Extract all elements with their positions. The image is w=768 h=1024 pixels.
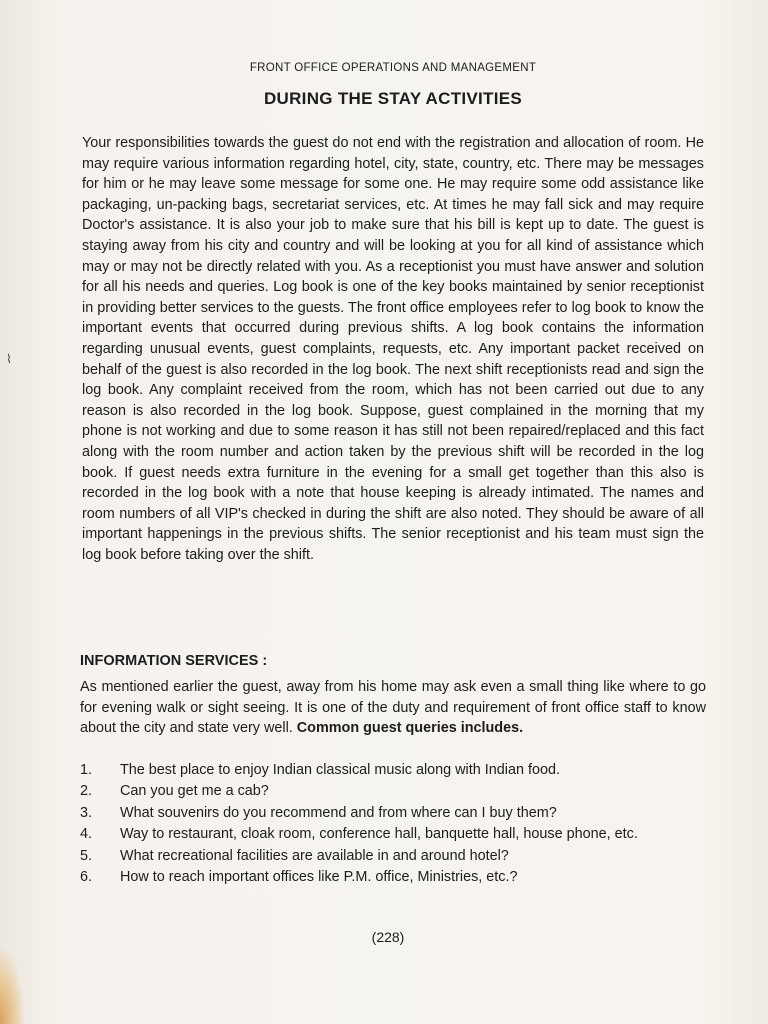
list-item-number: 5. [80, 847, 93, 864]
information-services-text: As mentioned earlier the guest, away from his home may ask even a small thing like where to go for evening walk or sight seeing. It is one of the duty and requirement of front office staff to know about the city and state very well. [80, 679, 706, 736]
list-item [78, 846, 710, 866]
list-item-number: 6. [80, 869, 93, 886]
list-item-number: 2. [80, 783, 93, 800]
list-item-number: 1. [80, 762, 93, 778]
guest-queries-list [78, 760, 710, 888]
list-item [78, 781, 710, 801]
page-number: (228) [371, 929, 405, 945]
list-item-text: The best place to enjoy Indian classical music along with Indian food. [120, 762, 560, 778]
list-item [78, 824, 710, 844]
list-item-text: Can you get me a cab? [120, 783, 269, 800]
list-item-text: How to reach important offices like P.M. office, Ministries, etc.? [120, 869, 518, 886]
list-item [78, 803, 710, 823]
information-services-paragraph [80, 677, 706, 739]
list-item [78, 867, 710, 887]
page-stain [0, 950, 24, 1024]
list-item-text: Way to restaurant, cloak room, conference hall, banquette hall, house phone, etc. [120, 826, 638, 843]
list-item-text: What recreational facilities are available in and around hotel? [120, 847, 509, 864]
margin-pen-mark: ⌇ [6, 352, 12, 366]
section-heading-information-services: INFORMATION SERVICES : [80, 653, 268, 669]
running-head: FRONT OFFICE OPERATIONS AND MANAGEMENT [249, 62, 537, 74]
page-title: DURING THE STAY ACTIVITIES [263, 89, 523, 108]
list-item [78, 760, 710, 780]
list-item-text: What souvenirs do you recommend and from where can I buy them? [120, 804, 557, 821]
list-item-number: 4. [80, 826, 93, 843]
list-item-number: 3. [80, 804, 93, 821]
common-queries-lead: Common guest queries includes. [296, 720, 524, 736]
body-paragraph: Your responsibilities towards the guest do not end with the registration and allocation of room. He may require various information regarding hotel, city, state, country, etc. There may be messages for him or he may leave some message for some one. He may require some odd assistance like packaging, un-packing bags, secretariat services, etc. At times he may fall sick and may require Doctor's assistance. It is also your job to make sure that his bill is kept up to date. The guest is staying away from his city and country and will be looking at you for all kind of assistance which may or may not be directly related with you. As a receptionist you must have answer and solution for all his needs and queries. Log book is one of the key books maintained by senior receptionist in providing better services to the guests. The front office employees refer to log book to know the important events that occurred during previous shifts. A log book contains the information regarding unusual events, guest complaints, requests, etc. Any important packet received on behalf of the guest is also recorded in the log book. The next shift receptionists read and sign the log book. Any complaint received from the room, which has not been carried out due to any reason is also recorded in the log book. Suppose, guest complained in the morning that my phone is not working and due to some reason it has still not been repaired/replaced and this fact along with the room number and action taken by the previous shift will be recorded in the log book. If guest needs extra furniture in the evening for a small get together than this also is recorded in the log book with a note that house keeping is already intimated. The names and room numbers of all VIP's checked in during the shift are also noted. They should be aware of all important happenings in the previous shifts. The senior receptionist and his team must sign the log book before taking over the shift. [82, 135, 704, 563]
